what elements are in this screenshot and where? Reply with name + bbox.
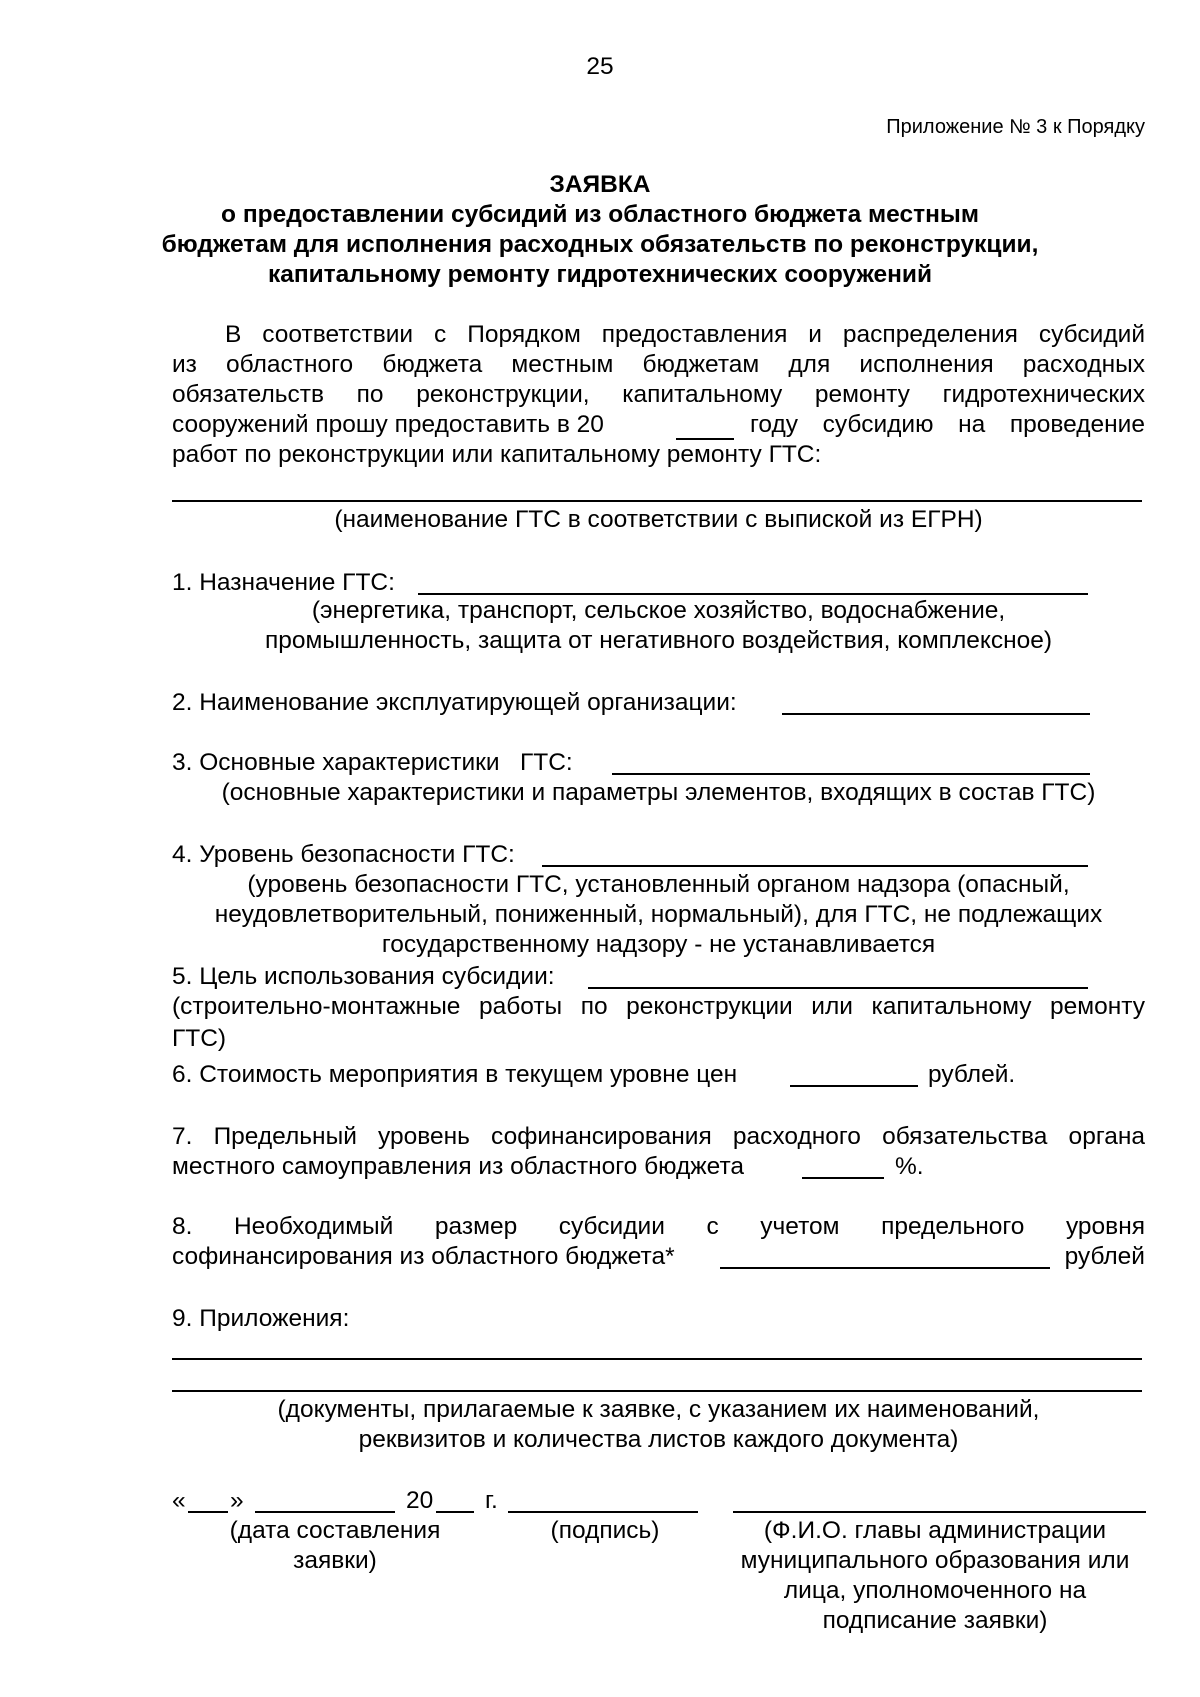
fio-hint-4: подписание заявки)	[822, 1607, 1048, 1634]
item-4-label: 4. Уровень безопасности ГТС:	[172, 841, 515, 868]
document-subtitle-line-3: капитальному ремонту гидротехнических сооружений	[267, 261, 933, 288]
fio-hint-3: лица, уполномоченного на	[783, 1577, 1087, 1604]
item-8-unit: рублей	[1064, 1243, 1145, 1270]
page-number: 25	[586, 53, 614, 80]
date-month-field[interactable]	[255, 1511, 395, 1513]
date-year-prefix: 20	[406, 1487, 434, 1514]
intro-line-4-start: сооружений прошу предоставить в 20	[172, 411, 604, 438]
intro-line-2: из областного бюджета местным бюджетам для исполнения расходных	[172, 351, 1145, 378]
item-8-line-2: софинансирования из областного бюджета*	[172, 1243, 675, 1270]
item-7-percent-field[interactable]	[802, 1177, 884, 1179]
item-2-label: 2. Наименование эксплуатирующей организации:	[172, 689, 737, 716]
attachments-field-2[interactable]	[172, 1390, 1142, 1392]
fio-hint-2: муниципального образования или	[740, 1547, 1130, 1574]
gts-name-field[interactable]	[172, 500, 1142, 502]
item-5-hint-1: (строительно-монтажные работы по реконструкции или капитальному ремонту	[172, 993, 1145, 1020]
item-4-hint-1: (уровень безопасности ГТС, установленный органом надзора (опасный,	[247, 871, 1070, 898]
item-1-hint-1: (энергетика, транспорт, сельское хозяйство, водоснабжение,	[311, 597, 1006, 624]
fio-hint-1: (Ф.И.О. главы администрации	[763, 1517, 1107, 1544]
intro-line-5: работ по реконструкции или капитальному ремонту ГТС:	[172, 441, 822, 468]
fio-field[interactable]	[733, 1511, 1146, 1513]
item-3-field[interactable]	[612, 773, 1090, 775]
date-quote-close: »	[230, 1487, 244, 1514]
date-quote-open: «	[172, 1487, 186, 1514]
item-9-hint-1: (документы, прилагаемые к заявке, с указанием их наименований,	[277, 1396, 1040, 1423]
item-4-hint-3: государственному надзору - не устанавливается	[381, 931, 936, 958]
item-5-label: 5. Цель использования субсидии:	[172, 963, 555, 990]
item-5-field[interactable]	[588, 987, 1088, 989]
date-year-suffix: г.	[485, 1487, 498, 1514]
date-year-field[interactable]	[436, 1511, 474, 1513]
date-day-field[interactable]	[188, 1511, 228, 1513]
document-title: ЗАЯВКА	[549, 171, 651, 198]
attachments-field-1[interactable]	[172, 1358, 1142, 1360]
gts-name-hint: (наименование ГТС в соответствии с выпиской из ЕГРН)	[334, 506, 983, 533]
item-7-unit: %.	[895, 1153, 924, 1180]
intro-line-1: В соответствии с Порядком предоставления и распределения субсидий	[225, 321, 1145, 348]
appendix-reference: Приложение № 3 к Порядку	[886, 116, 1145, 138]
item-3-label: 3. Основные характеристики ГТС:	[172, 749, 573, 776]
item-2-field[interactable]	[782, 713, 1090, 715]
date-hint-2: заявки)	[293, 1547, 377, 1574]
item-5-hint-2: ГТС)	[172, 1025, 227, 1052]
date-hint-1: (дата составления	[229, 1517, 441, 1544]
item-6-unit: рублей.	[928, 1061, 1016, 1088]
item-1-label: 1. Назначение ГТС:	[172, 569, 395, 596]
item-6-text: 6. Стоимость мероприятия в текущем уровне цен	[172, 1061, 738, 1088]
intro-line-4-end-text: году субсидию на проведение	[750, 411, 1145, 438]
signature-field[interactable]	[508, 1511, 698, 1513]
document-subtitle-line-2: бюджетам для исполнения расходных обязательств по реконструкции,	[161, 231, 1039, 258]
item-4-field[interactable]	[542, 865, 1088, 867]
item-3-hint: (основные характеристики и параметры элементов, входящих в состав ГТС)	[221, 779, 1096, 806]
item-7-line-2: местного самоуправления из областного бюджета	[172, 1153, 745, 1180]
item-7-line-1: 7. Предельный уровень софинансирования расходного обязательства органа	[172, 1123, 1145, 1150]
item-9-label: 9. Приложения:	[172, 1305, 350, 1332]
item-6-cost-field[interactable]	[790, 1085, 918, 1087]
item-4-hint-2: неудовлетворительный, пониженный, нормальный), для ГТС, не подлежащих	[214, 901, 1103, 928]
item-8-line-1: 8. Необходимый размер субсидии с учетом предельного уровня	[172, 1213, 1145, 1240]
document-subtitle-line-1: о предоставлении субсидий из областного бюджета местным	[221, 201, 979, 228]
item-1-hint-2: промышленность, защита от негативного воздействия, комплексное)	[264, 627, 1053, 654]
intro-line-3: обязательств по реконструкции, капитальному ремонту гидротехнических	[172, 381, 1145, 408]
intro-line-4-end	[750, 410, 1145, 440]
signature-hint: (подпись)	[550, 1517, 660, 1544]
item-1-field[interactable]	[418, 593, 1088, 595]
item-9-hint-2: реквизитов и количества листов каждого документа)	[358, 1426, 959, 1453]
